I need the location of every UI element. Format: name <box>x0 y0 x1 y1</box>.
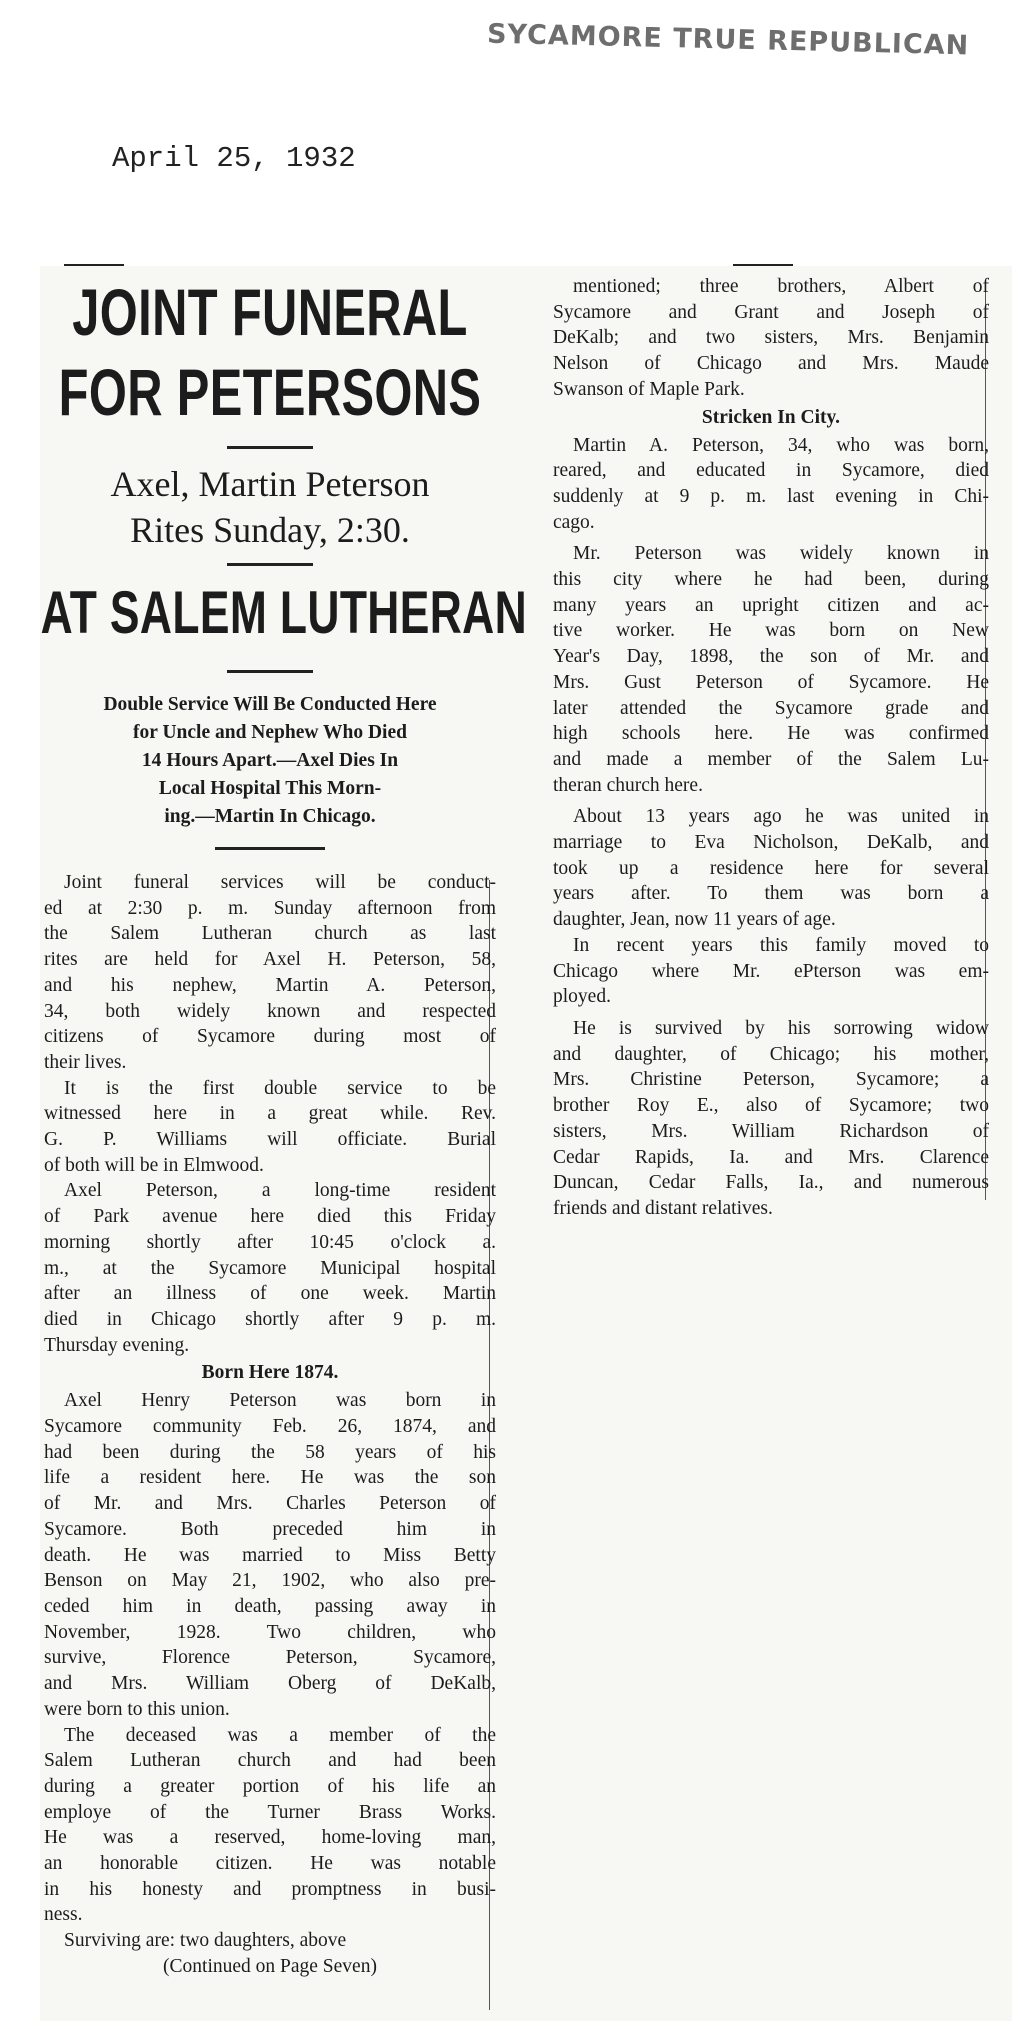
text-line: many years an upright citizen and ac- <box>553 594 989 616</box>
text-line: sisters, Mrs. William Richardson of <box>553 1120 989 1142</box>
text-line: years after. To them was born a <box>553 883 989 905</box>
text-line: G. P. Williams will officiate. Burial <box>44 1129 496 1151</box>
subhead-line: for Uncle and Nephew Who Died <box>133 722 407 743</box>
text-line: citizens of Sycamore during most of <box>44 1026 496 1048</box>
text-line: Sycamore and Grant and Joseph of <box>553 301 989 323</box>
text-line: took up a residence here for several <box>553 857 989 879</box>
text-line: theran church here. <box>553 774 703 796</box>
text-line: and Mrs. William Oberg of DeKalb, <box>44 1673 496 1695</box>
text-line: after an illness of one week. Martin <box>44 1283 496 1305</box>
headline-line-3: AT SALEM LUTHERAN <box>40 579 528 646</box>
text-line: mentioned; three brothers, Albert of <box>573 276 989 297</box>
paragraph <box>553 541 989 798</box>
text-line: tive worker. He was born on New <box>553 620 989 642</box>
text-line: November, 1928. Two children, who <box>44 1621 496 1643</box>
paragraph <box>40 1178 500 1358</box>
text-line: employe of the Turner Brass Works. <box>44 1801 496 1823</box>
text-line: ployed. <box>553 986 611 1008</box>
text-line: DeKalb; and two sisters, Mrs. Benjamin <box>553 327 989 349</box>
continuation-note: (Continued on Page Seven) <box>163 1955 377 1977</box>
section-subhead: Born Here 1874. <box>201 1362 339 1384</box>
text-line: cago. <box>553 511 595 533</box>
text-line: Year's Day, 1898, the son of Mr. and <box>553 646 989 668</box>
text-line: Martin A. Peterson, 34, who was born, <box>573 434 989 456</box>
text-line: Mrs. Gust Peterson of Sycamore. He <box>553 671 989 693</box>
text-line: the Salem Lutheran church as last <box>44 923 496 945</box>
text-line: and daughter, of Chicago; his mother, <box>553 1043 989 1065</box>
text-line: during a greater portion of his life an <box>44 1775 496 1797</box>
text-line: Thursday evening. <box>44 1334 190 1356</box>
headline-line-1: JOINT FUNERAL <box>72 275 468 349</box>
paragraph <box>553 1016 989 1222</box>
text-line: daughter, Jean, now 11 years of age. <box>553 909 836 931</box>
text-line: of both will be in Elmwood. <box>44 1154 264 1176</box>
text-line: m., at the Sycamore Municipal hospital <box>44 1257 496 1279</box>
text-line: survive, Florence Peterson, Sycamore, <box>44 1647 496 1669</box>
text-line: life a resident here. He was the son <box>44 1467 496 1489</box>
text-line: He was a reserved, home-loving man, <box>44 1827 496 1849</box>
text-line: Swanson of Maple Park. <box>553 378 745 400</box>
paragraph <box>553 433 989 536</box>
text-line: Benson on May 21, 1902, who also pre- <box>44 1570 496 1592</box>
text-line: and his nephew, Martin A. Peterson, <box>44 974 496 996</box>
text-line: Sycamore community Feb. 26, 1874, and <box>44 1416 496 1438</box>
newspaper-stamp: SYCAMORE TRUE REPUBLICAN <box>486 18 970 62</box>
text-line: of Park avenue here died this Friday <box>44 1206 496 1228</box>
text-line: high schools here. He was confirmed <box>553 723 989 745</box>
divider <box>227 670 313 673</box>
text-line: death. He was married to Miss Betty <box>44 1544 496 1566</box>
deck-line-1: Axel, Martin Peterson <box>110 464 430 504</box>
text-line: The deceased was a member of the <box>64 1724 496 1746</box>
text-line: Sycamore. Both preceded him in <box>44 1518 496 1540</box>
paragraph <box>553 933 989 1010</box>
text-line: and made a member of the Salem Lu- <box>553 748 989 770</box>
text-line: were born to this union. <box>44 1698 230 1720</box>
text-line: of Mr. and Mrs. Charles Peterson of <box>44 1493 496 1515</box>
divider <box>227 563 313 566</box>
subhead-line: ing.—Martin In Chicago. <box>164 806 376 827</box>
paragraph <box>40 1928 500 1954</box>
paragraph <box>40 870 500 1076</box>
divider <box>215 847 325 850</box>
clipping-date: April 25, 1932 <box>112 142 356 175</box>
paragraph <box>40 1388 500 1722</box>
text-line: in his honesty and promptness in busi- <box>44 1878 496 1900</box>
subhead-line: Local Hospital This Morn- <box>158 778 382 799</box>
text-line: later attended the Sycamore grade and <box>553 697 989 719</box>
paragraph <box>40 1723 500 1929</box>
text-line: Axel Henry Peterson was born in <box>64 1390 496 1412</box>
text-line: ness. <box>44 1904 83 1926</box>
text-line: It is the first double service to be <box>64 1077 496 1099</box>
top-rule <box>733 264 793 266</box>
text-line: reared, and educated in Sycamore, died <box>553 460 989 482</box>
text-line: ed at 2:30 p. m. Sunday afternoon from <box>44 897 496 919</box>
subhead-line: 14 Hours Apart.—Axel Dies In <box>141 750 399 771</box>
text-line: an honorable citizen. He was notable <box>44 1853 496 1875</box>
text-line: Axel Peterson, a long-time resident <box>64 1180 496 1202</box>
text-line: In recent years this family moved to <box>573 934 989 956</box>
text-line: suddenly at 9 p. m. last evening in Chi- <box>553 485 989 507</box>
text-line: marriage to Eva Nicholson, DeKalb, and <box>553 832 989 854</box>
subhead <box>40 691 500 831</box>
text-line: Salem Lutheran church and had been <box>44 1750 496 1772</box>
text-line: Chicago where Mr. ePterson was em- <box>553 960 989 982</box>
paragraph <box>553 804 989 933</box>
text-line: Mrs. Christine Peterson, Sycamore; a <box>553 1069 989 1091</box>
text-line: ceded him in death, passing away in <box>44 1595 496 1617</box>
paragraph <box>553 274 989 403</box>
text-line: Nelson of Chicago and Mrs. Maude <box>553 353 989 375</box>
section-subhead: Stricken In City. <box>701 406 841 428</box>
text-line: morning shortly after 10:45 o'clock a. <box>44 1231 496 1253</box>
text-line: this city where he had been, during <box>553 569 989 591</box>
text-line: rites are held for Axel H. Peterson, 58, <box>44 949 496 971</box>
headline-line-2: FOR PETERSONS <box>58 355 482 429</box>
top-rule <box>64 264 124 266</box>
column-right <box>553 264 989 1222</box>
text-line: friends and distant relatives. <box>553 1197 773 1219</box>
text-line: their lives. <box>44 1051 127 1073</box>
text-line: brother Roy E., also of Sycamore; two <box>553 1095 989 1117</box>
column-left <box>40 264 528 1980</box>
text-line: Cedar Rapids, Ia. and Mrs. Clarence <box>553 1146 989 1168</box>
divider <box>227 446 313 449</box>
text-line: Duncan, Cedar Falls, Ia., and numerous <box>553 1172 989 1194</box>
deck-line-2: Rites Sunday, 2:30. <box>130 510 410 550</box>
paragraph <box>40 1076 500 1179</box>
text-line: Surviving are: two daughters, above <box>64 1930 347 1952</box>
text-line: died in Chicago shortly after 9 p. m. <box>44 1308 496 1330</box>
text-line: 34, both widely known and respected <box>44 1000 496 1022</box>
text-line: Mr. Peterson was widely known in <box>573 543 989 565</box>
text-line: witnessed here in a great while. Rev. <box>44 1103 496 1125</box>
subhead-line: Double Service Will Be Conducted Here <box>103 694 437 715</box>
text-line: About 13 years ago he was united in <box>573 806 989 828</box>
text-line: had been during the 58 years of his <box>44 1441 496 1463</box>
text-line: He is survived by his sorrowing widow <box>573 1017 989 1039</box>
text-line: Joint funeral services will be conduct- <box>64 872 496 893</box>
